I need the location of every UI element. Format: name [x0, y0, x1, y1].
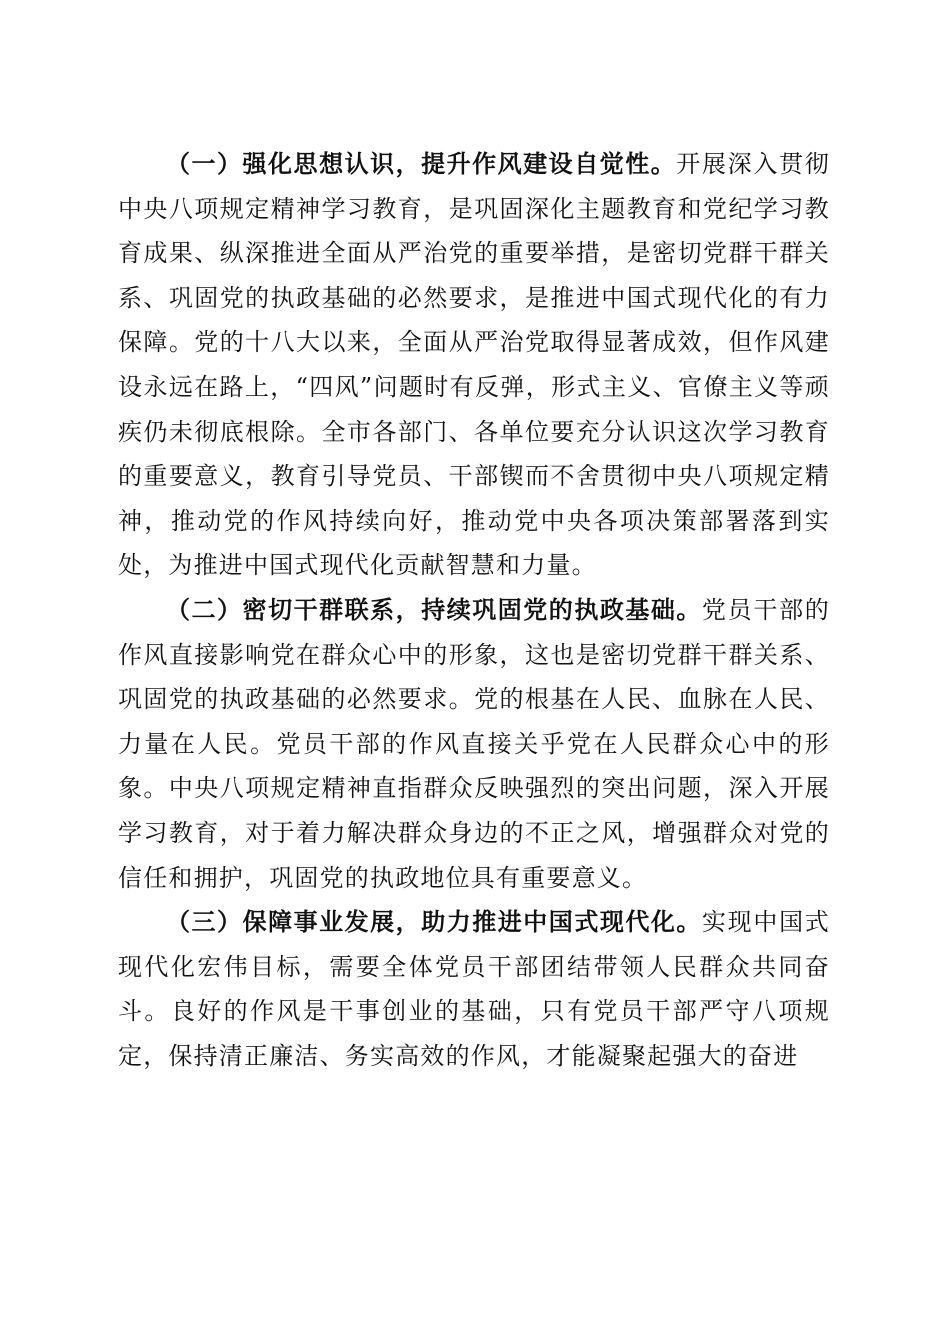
paragraph-3: [118, 900, 830, 1078]
paragraph-1-heading: （一）强化思想认识，提升作风建设自觉性。: [166, 150, 677, 178]
paragraph-2-heading: （二）密切干群联系，持续巩固党的执政基础。: [166, 595, 702, 624]
paragraph-3-text: 实现中国式现代化宏伟目标，需要全体党员干部团结带领人民群众共同奋斗。良好的作风是干事创业的基础，只有党员干部严守八项规定，保持清正廉洁、务实高效的作风，才能凝聚起强大的奋进: [118, 908, 831, 1070]
document-body: [118, 142, 830, 1078]
paragraph-3-heading: （三）保障事业发展，助力推进中国式现代化。: [166, 908, 702, 937]
paragraph-2: [118, 588, 830, 900]
paragraph-1: [118, 142, 830, 588]
paragraph-1-text: 开展深入贯彻中央八项规定精神学习教育，是巩固深化主题教育和党纪学习教育成果、纵深推进全面从严治党的重要举措，是密切党群干群关系、巩固党的执政基础的必然要求，是推进中国式现代化的有力保障。党的十八大以来，全面从严治党取得显著成效，但作风建设永远在路上，“四风”问题时有反弹，形式主义、官僚主义等顽疾仍未彻底根除。全市各部门、各单位要充分认识这次学习教育的重要意义，教育引导党员、干部锲而不舍贯彻中央八项规定精神，推动党的作风持续向好，推动党中央各项决策部署落到实处，为推进中国式现代化贡献智慧和力量。: [118, 150, 831, 580]
paragraph-2-text: 党员干部的作风直接影响党在群众心中的形象，这也是密切党群干群关系、巩固党的执政基础的必然要求。党的根基在人民、血脉在人民、力量在人民。党员干部的作风直接关乎党在人民群众心中的形象。中央八项规定精神直指群众反映强烈的突出问题，深入开展学习教育，对于着力解决群众身边的不正之风，增强群众对党的信任和拥护，巩固党的执政地位具有重要意义。: [118, 595, 831, 892]
